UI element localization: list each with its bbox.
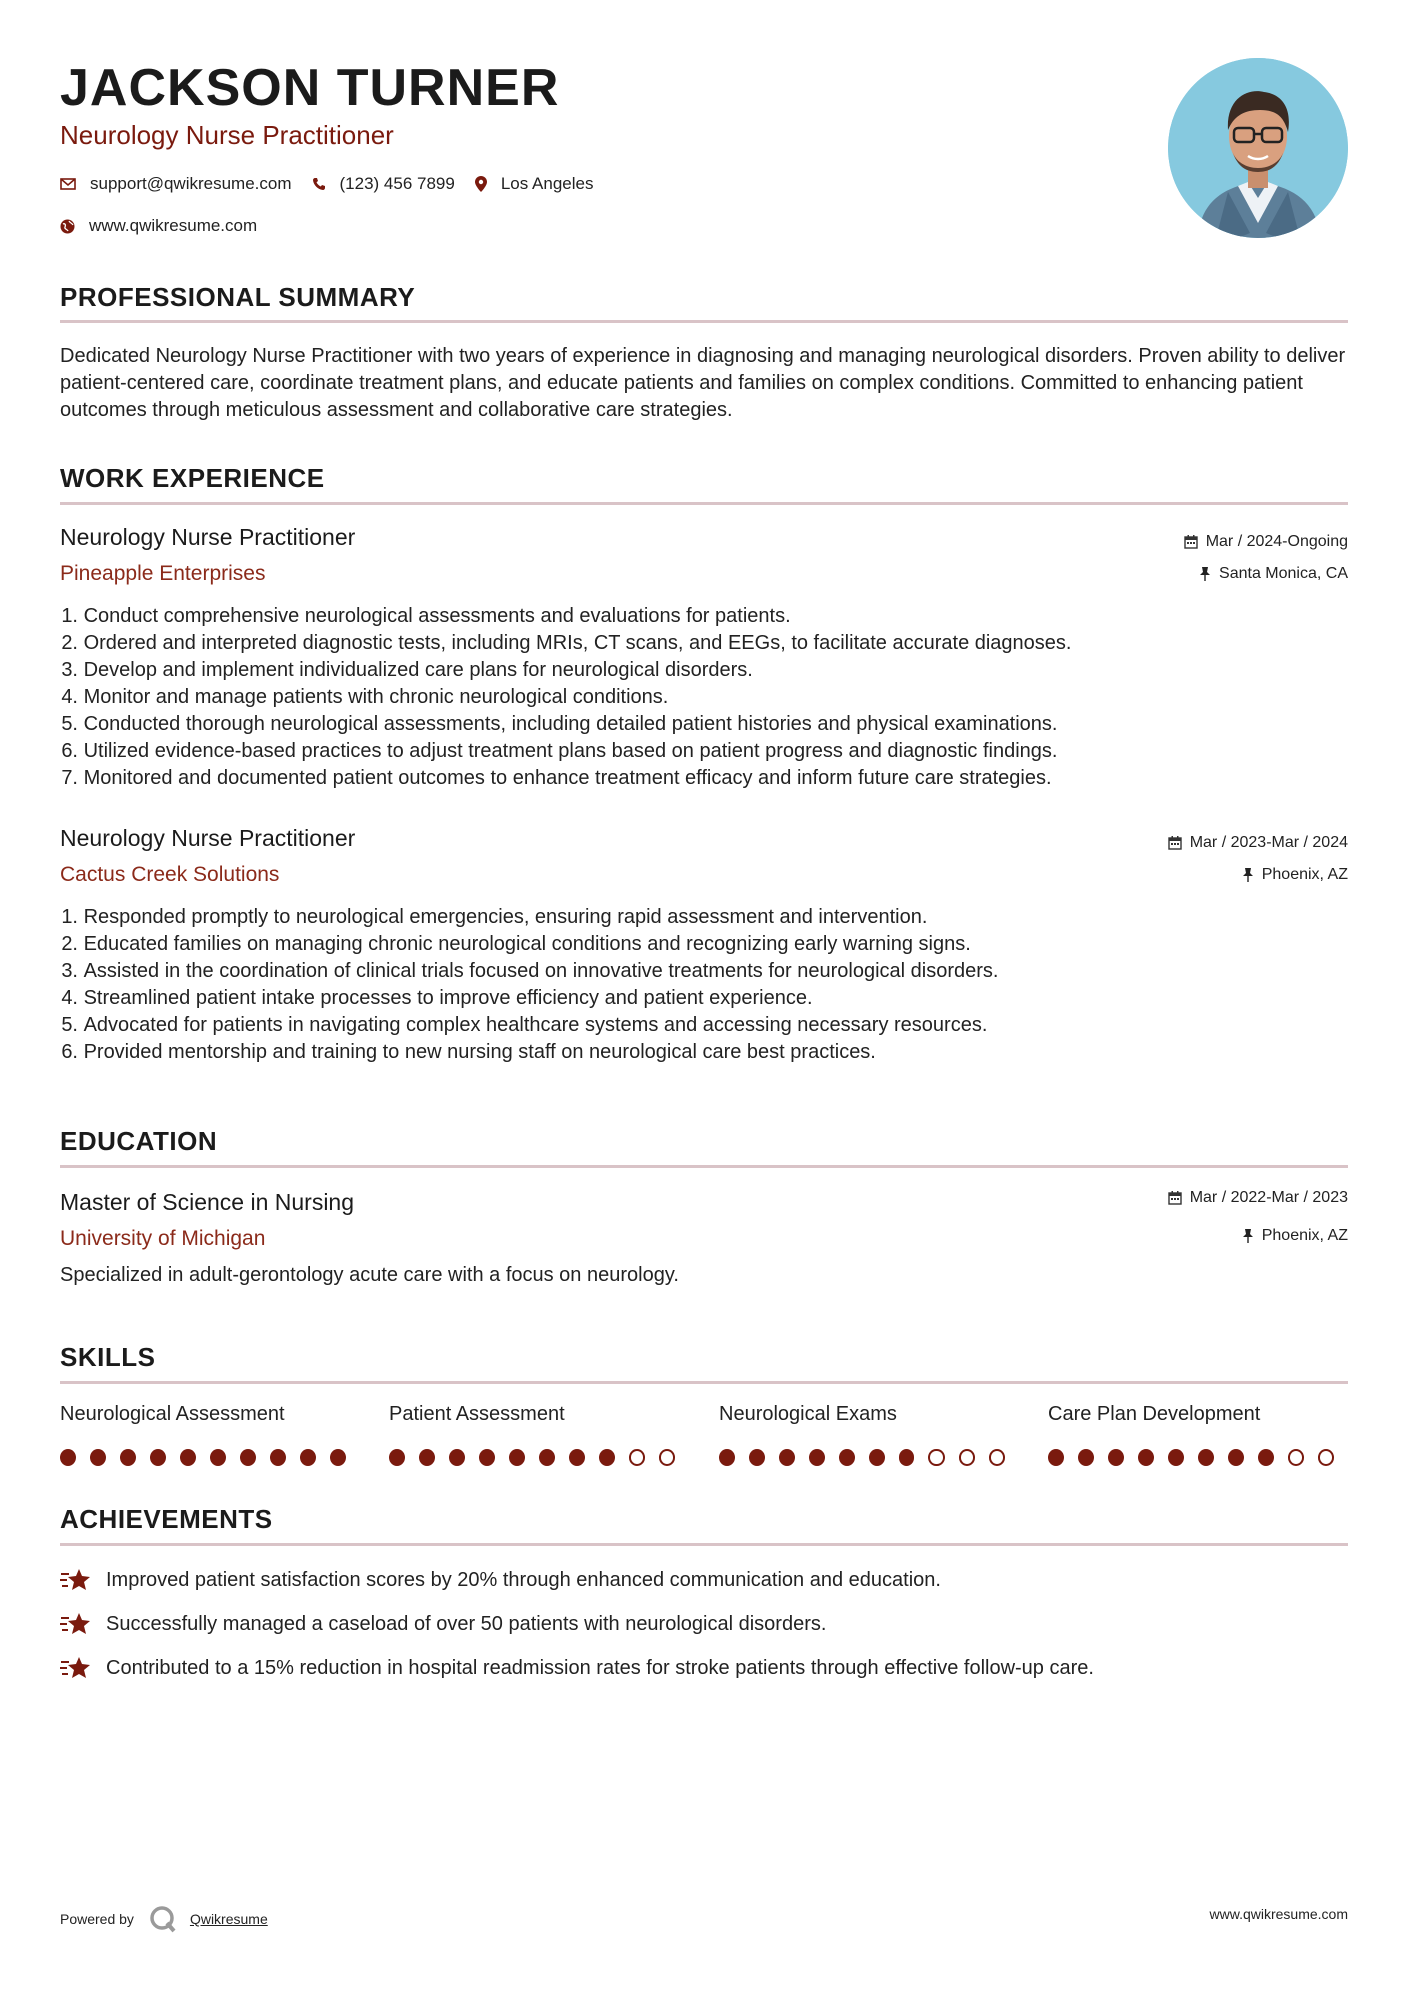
skill-rating: [389, 1449, 689, 1466]
skill-rating: [60, 1449, 360, 1466]
list-item: 4. Streamlined patient intake processes to improve efficiency and patient experience.: [61, 987, 813, 1009]
rating-dot-filled: [210, 1449, 226, 1466]
rating-dot-filled: [389, 1449, 405, 1466]
rating-dot-filled: [330, 1449, 346, 1466]
email-contact[interactable]: [60, 174, 292, 194]
skill-item: [719, 1403, 1019, 1466]
contact-row: [60, 174, 613, 194]
skills-divider: [60, 1381, 1348, 1384]
job-2-company: Cactus Creek Solutions: [60, 863, 280, 886]
rating-dot-filled: [899, 1449, 915, 1466]
rating-dot-filled: [539, 1449, 555, 1466]
achievement-item: [60, 1656, 1094, 1680]
rating-dot-filled: [150, 1449, 166, 1466]
skill-item: [389, 1403, 689, 1466]
footer-powered-by: [60, 1904, 268, 1934]
qwikresume-logo-icon: [148, 1904, 178, 1934]
summary-text: Dedicated Neurology Nurse Practitioner with two years of experience in diagnosing and managing neurological disorders. Proven ability to deliver patient-centered care, coordinate treatment plans, and educate patients and families on complex conditions. Committed to enhancing patient outcomes through meticulous assessment and collaborative care strategies.: [60, 345, 1346, 421]
achievements-heading: ACHIEVEMENTS: [60, 1504, 273, 1534]
skill-name: Care Plan Development: [1048, 1403, 1261, 1425]
rating-dot-empty: [989, 1449, 1005, 1466]
job-1-location-text: Santa Monica, CA: [1219, 565, 1348, 582]
resume-page: [60, 0, 1348, 1990]
summary-heading: PROFESSIONAL SUMMARY: [60, 282, 416, 312]
rating-dot-empty: [659, 1449, 675, 1466]
achievement-text: Successfully managed a caseload of over 50 patients with neurological disorders.: [106, 1612, 827, 1635]
skill-rating: [719, 1449, 1019, 1466]
rating-dot-filled: [419, 1449, 435, 1466]
list-item: 2. Ordered and interpreted diagnostic tests, including MRIs, CT scans, and EEGs, to facilitate accurate diagnoses.: [61, 632, 1072, 654]
rating-dot-filled: [1228, 1449, 1244, 1466]
rating-dot-empty: [928, 1449, 944, 1466]
skill-name: Patient Assessment: [389, 1403, 565, 1425]
job-1-dates: [1184, 533, 1348, 551]
list-item: 2. Educated families on managing chronic neurological conditions and recognizing early warning signs.: [61, 933, 971, 955]
calendar-icon: [1168, 1191, 1182, 1205]
phone-text: (123) 456 7899: [339, 174, 455, 193]
job-2-title: Neurology Nurse Practitioner: [60, 825, 356, 851]
pushpin-icon: [1242, 1229, 1254, 1243]
education-heading: EDUCATION: [60, 1126, 218, 1156]
globe-icon: [60, 219, 75, 234]
job-1-dates-text: Mar / 2024-Ongoing: [1205, 533, 1348, 550]
rating-dot-filled: [1168, 1449, 1184, 1466]
education-degree: Master of Science in Nursing: [60, 1189, 355, 1215]
rating-dot-empty: [1288, 1449, 1304, 1466]
achievement-item: [60, 1612, 826, 1636]
summary-divider: [60, 320, 1348, 323]
education-dates-text: Mar / 2022-Mar / 2023: [1189, 1189, 1348, 1206]
rating-dot-filled: [719, 1449, 735, 1466]
list-item: 4. Monitor and manage patients with chronic neurological conditions.: [61, 686, 669, 708]
skill-item: [1048, 1403, 1348, 1466]
rating-dot-filled: [90, 1449, 106, 1466]
job-1-bullets: [60, 603, 1348, 792]
candidate-role: Neurology Nurse Practitioner: [60, 120, 394, 150]
rating-dot-filled: [1048, 1449, 1064, 1466]
pushpin-icon: [1242, 868, 1254, 882]
calendar-icon: [1168, 836, 1182, 850]
qwikresume-link[interactable]: Qwikresume: [189, 1911, 268, 1927]
rating-dot-filled: [869, 1449, 885, 1466]
education-location-text: Phoenix, AZ: [1261, 1227, 1348, 1244]
job-1-company: Pineapple Enterprises: [60, 562, 266, 585]
rating-dot-filled: [120, 1449, 136, 1466]
rating-dot-filled: [839, 1449, 855, 1466]
map-pin-icon: [475, 176, 487, 192]
rating-dot-filled: [180, 1449, 196, 1466]
rating-dot-filled: [1078, 1449, 1094, 1466]
job-1-title: Neurology Nurse Practitioner: [60, 524, 356, 550]
rating-dot-filled: [479, 1449, 495, 1466]
rating-dot-filled: [60, 1449, 76, 1466]
list-item: 6. Provided mentorship and training to new nursing staff on neurological care best practices.: [61, 1041, 876, 1063]
experience-heading: WORK EXPERIENCE: [60, 463, 325, 493]
website-row[interactable]: [60, 216, 277, 236]
achievement-text: Improved patient satisfaction scores by 20% through enhanced communication and education.: [106, 1568, 941, 1591]
profile-photo: [1168, 58, 1348, 238]
job-2-dates-text: Mar / 2023-Mar / 2024: [1189, 834, 1348, 851]
achievement-text: Contributed to a 15% reduction in hospital readmission rates for stroke patients through effective follow-up care.: [106, 1656, 1094, 1679]
star-icon: [60, 1612, 92, 1636]
star-icon: [60, 1656, 92, 1680]
rating-dot-empty: [1318, 1449, 1334, 1466]
rating-dot-filled: [749, 1449, 765, 1466]
rating-dot-filled: [599, 1449, 615, 1466]
job-1-location: [1199, 565, 1348, 583]
rating-dot-filled: [240, 1449, 256, 1466]
website-contact[interactable]: [60, 216, 257, 236]
education-school: University of Michigan: [60, 1227, 266, 1250]
rating-dot-filled: [300, 1449, 316, 1466]
job-2-dates: [1168, 834, 1348, 852]
job-2-bullets: [60, 904, 1348, 1066]
rating-dot-filled: [809, 1449, 825, 1466]
education-divider: [60, 1165, 1348, 1168]
avatar-illustration: [1168, 58, 1348, 238]
skill-name: Neurological Exams: [719, 1403, 897, 1425]
list-item: 6. Utilized evidence-based practices to adjust treatment plans based on patient progress and diagnostic findings.: [61, 740, 1058, 762]
achievement-item: [60, 1568, 941, 1592]
rating-dot-filled: [1108, 1449, 1124, 1466]
candidate-name: JACKSON TURNER: [60, 59, 560, 117]
list-item: 1. Conduct comprehensive neurological assessments and evaluations for patients.: [61, 605, 791, 627]
rating-dot-filled: [270, 1449, 286, 1466]
star-icon: [60, 1568, 92, 1592]
rating-dot-empty: [629, 1449, 645, 1466]
mail-icon: [60, 178, 76, 190]
rating-dot-filled: [1198, 1449, 1214, 1466]
footer-website[interactable]: www.qwikresume.com: [1209, 1906, 1348, 1922]
education-dates: [1168, 1189, 1348, 1207]
phone-contact[interactable]: [312, 174, 455, 194]
rating-dot-empty: [959, 1449, 975, 1466]
rating-dot-filled: [779, 1449, 795, 1466]
list-item: 5. Conducted thorough neurological assessments, including detailed patient histories and physical examinations.: [61, 713, 1058, 735]
skill-item: [60, 1403, 360, 1466]
rating-dot-filled: [1258, 1449, 1274, 1466]
rating-dot-filled: [1138, 1449, 1154, 1466]
list-item: 3. Assisted in the coordination of clinical trials focused on innovative treatments for neurological disorders.: [61, 960, 999, 982]
location-text: Los Angeles: [500, 174, 594, 193]
rating-dot-filled: [449, 1449, 465, 1466]
skills-heading: SKILLS: [60, 1342, 156, 1372]
powered-by-text: Powered by: [60, 1911, 134, 1927]
skill-name: Neurological Assessment: [60, 1403, 285, 1425]
location-contact: [475, 174, 594, 194]
pushpin-icon: [1199, 567, 1211, 581]
list-item: 1. Responded promptly to neurological emergencies, ensuring rapid assessment and intervention.: [61, 906, 928, 928]
calendar-icon: [1184, 535, 1198, 549]
job-2-location: [1242, 866, 1348, 884]
experience-divider: [60, 502, 1348, 505]
list-item: 3. Develop and implement individualized care plans for neurological disorders.: [61, 659, 753, 681]
job-2-location-text: Phoenix, AZ: [1261, 866, 1348, 883]
education-description: Specialized in adult-gerontology acute care with a focus on neurology.: [60, 1264, 679, 1286]
website-text: www.qwikresume.com: [89, 216, 258, 235]
list-item: 7. Monitored and documented patient outcomes to enhance treatment efficacy and inform future care strategies.: [61, 767, 1052, 789]
list-item: 5. Advocated for patients in navigating complex healthcare systems and accessing necessary resources.: [61, 1014, 988, 1036]
skill-rating: [1048, 1449, 1348, 1466]
education-location: [1242, 1227, 1348, 1245]
phone-icon: [312, 177, 326, 191]
email-text: support@qwikresume.com: [90, 174, 292, 193]
achievements-divider: [60, 1543, 1348, 1546]
rating-dot-filled: [569, 1449, 585, 1466]
rating-dot-filled: [509, 1449, 525, 1466]
